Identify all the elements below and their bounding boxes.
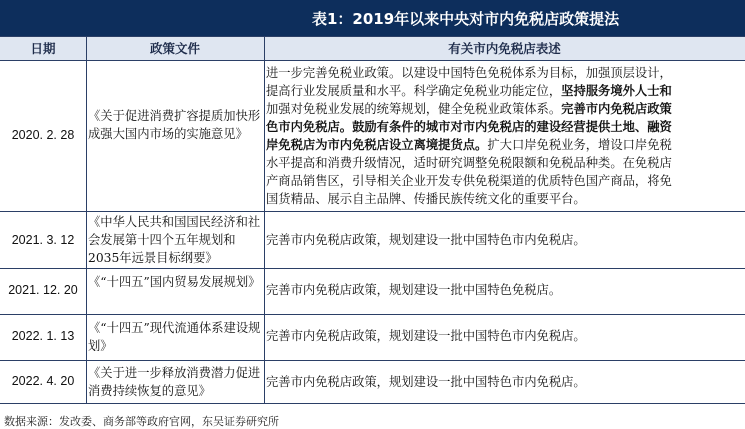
description-text: 国货精品、展示自主品牌、传播民族传统文化的重要平台。 bbox=[266, 192, 586, 206]
description-text: 产商品销售区，引导相关企业开发专供免税渠道的优质特色国产商品，将免 bbox=[266, 174, 672, 188]
header-description: 有关市内免税店表述 bbox=[448, 41, 561, 56]
row-divider bbox=[0, 360, 745, 361]
row-date: 2021. 3. 12 bbox=[11, 233, 75, 247]
row-description: 完善市内免税店政策，规划建设一批中国特色免税店。 bbox=[266, 283, 562, 297]
description-line bbox=[266, 118, 745, 136]
row-divider bbox=[0, 211, 745, 212]
description-text: 水平提高和消费升级情况，适时研究调整免税限额和免税品种类。在免税店 bbox=[266, 156, 672, 170]
row-date: 2020. 2. 28 bbox=[11, 128, 75, 142]
row-description: 完善市内免税店政策，规划建设一批中国特色市内免税店。 bbox=[266, 329, 586, 343]
row-date: 2022. 1. 13 bbox=[11, 329, 75, 343]
row-date: 2022. 4. 20 bbox=[11, 374, 75, 388]
description-line bbox=[266, 172, 745, 190]
description-text: 加强对免税业发展的统筹规划，健全免税业政策体系。 bbox=[266, 102, 562, 116]
row-description bbox=[266, 64, 745, 208]
description-line bbox=[266, 154, 745, 172]
row-description: 完善市内免税店政策，规划建设一批中国特色市内免税店。 bbox=[266, 375, 586, 389]
row-document: 《“十四五”国内贸易发展规划》 bbox=[88, 275, 261, 289]
row-divider bbox=[0, 314, 745, 315]
description-text: 扩大口岸免税业务，增设口岸免税 bbox=[487, 138, 672, 152]
description-line bbox=[266, 82, 745, 100]
column-divider bbox=[86, 36, 87, 403]
description-line bbox=[266, 136, 745, 154]
column-divider bbox=[264, 36, 265, 403]
description-line bbox=[266, 190, 745, 208]
row-date: 2021. 12. 20 bbox=[8, 283, 78, 297]
row-divider bbox=[0, 268, 745, 269]
row-document: 《关于促进消费扩容提质加快形成强大国内市场的实施意见》 bbox=[88, 109, 261, 141]
row-document: 《中华人民共和国国民经济和社会发展第十四个五年规划和2035年远景目标纲要》 bbox=[88, 215, 261, 265]
table-title: 表1：2019年以来中央对市内免税店政策提法 bbox=[312, 10, 620, 28]
header-document: 政策文件 bbox=[149, 41, 200, 56]
table-header-row bbox=[0, 36, 745, 61]
description-emphasis: 完善市内免税店政策 bbox=[561, 101, 672, 116]
description-text: 进一步完善免税业政策。以建设中国特色免税体系为目标，加强顶层设计， bbox=[266, 66, 672, 80]
table-title-bar bbox=[0, 0, 745, 36]
header-date: 日期 bbox=[30, 41, 56, 56]
description-emphasis: 色市内免税店。鼓励有条件的城市对市内免税店的建设经营提供土地、融资 bbox=[266, 119, 672, 134]
table-bottom-border bbox=[0, 403, 745, 404]
row-description: 完善市内免税店政策，规划建设一批中国特色市内免税店。 bbox=[266, 233, 586, 247]
description-emphasis: 岸免税店为市内免税店设立离境提货点。 bbox=[266, 137, 488, 152]
row-document: 《关于进一步释放消费潜力促进消费持续恢复的意见》 bbox=[88, 366, 261, 398]
description-line bbox=[266, 100, 745, 118]
source-note: 数据来源：发改委、商务部等政府官网，东吴证券研究所 bbox=[4, 415, 279, 428]
row-document: 《“十四五”现代流通体系建设规划》 bbox=[88, 321, 261, 353]
description-line bbox=[266, 64, 745, 82]
description-text: 提高行业发展质量和水平。科学确定免税业功能定位， bbox=[266, 84, 562, 98]
description-emphasis: 坚持服务境外人士和 bbox=[561, 83, 672, 98]
